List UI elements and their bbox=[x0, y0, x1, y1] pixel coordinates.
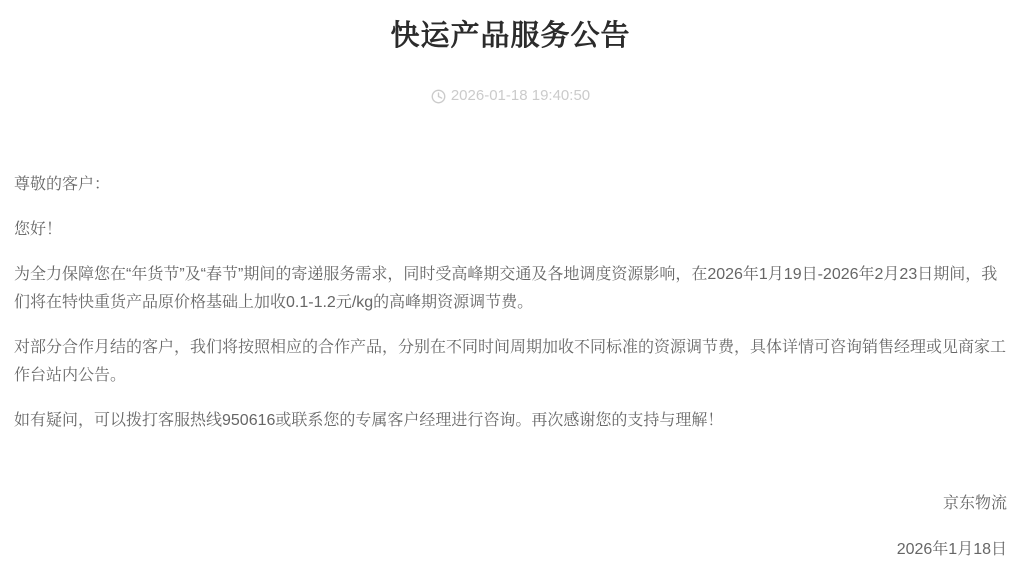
page-title: 快运产品服务公告 bbox=[390, 20, 631, 52]
body-paragraph: 为全力保障您在“年货节”及“春节”期间的寄递服务需求，同时受高峰期交通及各地调度资源影响，在2026年1月19日-2026年2月23日期间，我们将在特快重货产品原价格基础上加收0.1-1.2元/kg的高峰期资源调节费。 bbox=[14, 266, 998, 311]
timestamp-text: 2026-01-18 19:40:50 bbox=[450, 87, 591, 104]
body-paragraph: 如有疑问，可以拨打客服热线950616或联系您的专属客户经理进行咨询。再次感谢您的支持与理解！ bbox=[14, 412, 724, 429]
greeting: 您好！ bbox=[14, 221, 63, 238]
salutation: 尊敬的客户： bbox=[14, 176, 111, 193]
announcement-body bbox=[14, 171, 1007, 564]
body-paragraph: 对部分合作月结的客户，我们将按照相应的合作产品，分别在不同时间周期加收不同标准的资源调节费，具体详情可咨询销售经理或见商家工作台站内公告。 bbox=[14, 339, 1007, 384]
signature-date: 2026年1月18日 bbox=[896, 541, 1007, 558]
publish-timestamp bbox=[14, 87, 1007, 105]
signature-company: 京东物流 bbox=[942, 495, 1007, 512]
clock-icon bbox=[431, 89, 446, 104]
